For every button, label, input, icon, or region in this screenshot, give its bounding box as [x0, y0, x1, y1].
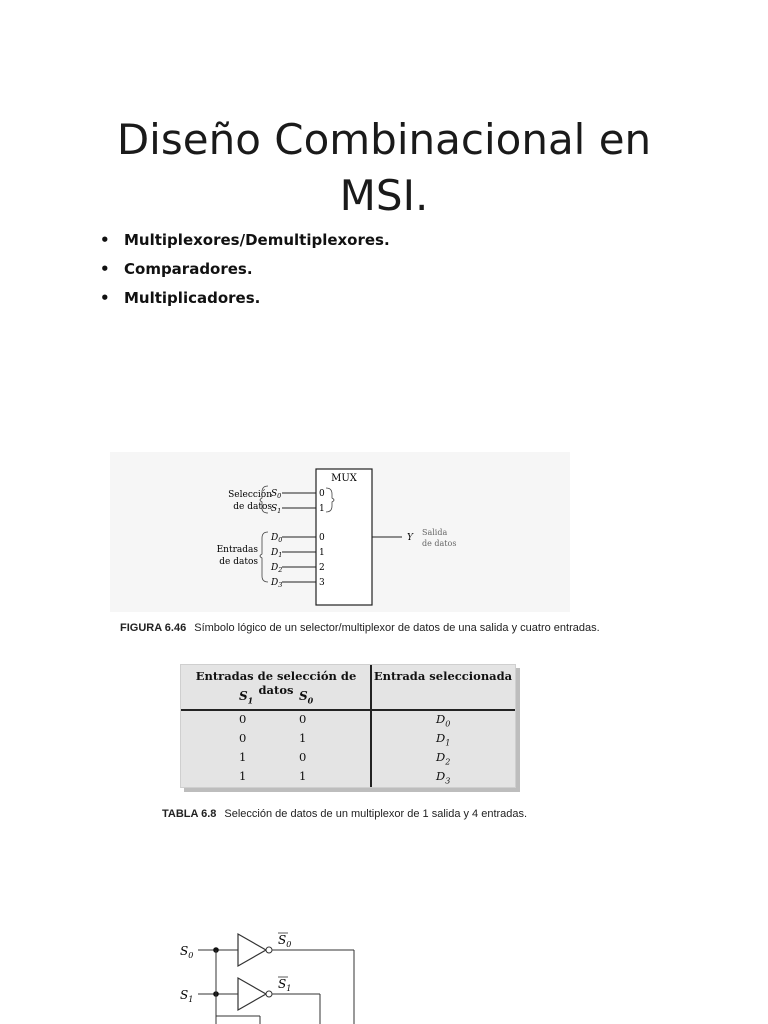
table-row: 0 0 $D_0$: [239, 712, 451, 729]
inverter-gate: [238, 934, 266, 966]
bullet-item: [100, 255, 390, 284]
table-caption-number: TABLA 6.8: [162, 808, 217, 820]
logic-output-label: $S_1$: [278, 977, 292, 993]
bullet-dot: •: [100, 231, 110, 249]
bullet-item: [100, 284, 390, 313]
data-group-label: de datos: [219, 557, 258, 567]
output-label: de datos: [422, 539, 457, 548]
inverter-gate: [238, 978, 266, 1010]
data-group-label: Entradas: [216, 545, 258, 555]
mux-figure: [110, 452, 570, 612]
table-col-s0: $S_0$: [299, 689, 314, 706]
bullet-text: Multiplicadores.: [124, 289, 261, 307]
select-input-label: $S_0$: [271, 489, 282, 500]
table-header-right: Entrada seleccionada: [373, 669, 513, 683]
data-input-label: $D_1$: [271, 548, 283, 559]
inverter-bubble: [266, 991, 272, 997]
select-group-label: Selección: [228, 490, 272, 500]
pin-label: 0: [319, 533, 325, 543]
data-input-label: $D_3$: [271, 578, 283, 589]
title-line-1: Diseño Combinacional en: [116, 115, 652, 164]
table-caption-text: Selección de datos de un multiplexor de 1 salida y 4 entradas.: [224, 808, 528, 820]
pin-label: 1: [319, 504, 325, 514]
logic-output-label: $S_0$: [278, 933, 292, 949]
select-group-label: de datos: [233, 502, 272, 512]
bullet-list: [100, 226, 390, 313]
data-input-label: $D_2$: [271, 563, 283, 574]
table-row: 1 0 $D_2$: [239, 750, 451, 767]
pin-label: 1: [319, 548, 325, 558]
table-row: 0 1 $D_1$: [239, 731, 451, 748]
inverter-logic-diagram: [170, 920, 370, 1024]
bullet-dot: •: [100, 260, 110, 278]
bullet-text: Multiplexores/Demultiplexores.: [124, 231, 390, 249]
logic-input-label: $S_0$: [180, 944, 194, 960]
selection-table: [180, 664, 516, 788]
figure-caption: [120, 622, 600, 634]
bullet-dot: •: [100, 289, 110, 307]
data-brace: [260, 532, 268, 582]
table-col-s1: $S_1$: [239, 689, 254, 706]
data-input-label: $D_0$: [271, 533, 283, 544]
output-name: Y: [407, 533, 413, 543]
select-input-label: $S_1$: [271, 504, 282, 515]
table-header-left: Entradas de selección de datos: [195, 669, 357, 697]
inverter-bubble: [266, 947, 272, 953]
logic-input-label: $S_1$: [180, 988, 194, 1004]
page-title: [84, 112, 684, 224]
figure-caption-number: FIGURA 6.46: [120, 622, 187, 634]
output-label: Salida: [422, 528, 448, 537]
table-caption: [162, 808, 527, 820]
mux-label: MUX: [331, 473, 357, 484]
pin-label: 2: [319, 563, 325, 573]
bullet-item: [100, 226, 390, 255]
title-line-2: MSI.: [339, 171, 429, 220]
pin-label: 3: [319, 578, 325, 588]
table-row: 1 1 $D_3$: [239, 769, 451, 786]
mux-symbol-diagram: [110, 452, 570, 612]
bullet-text: Comparadores.: [124, 260, 253, 278]
figure-caption-text: Símbolo lógico de un selector/multiplexor de datos de una salida y cuatro entradas.: [194, 622, 600, 634]
pin-label: 0: [319, 489, 325, 499]
